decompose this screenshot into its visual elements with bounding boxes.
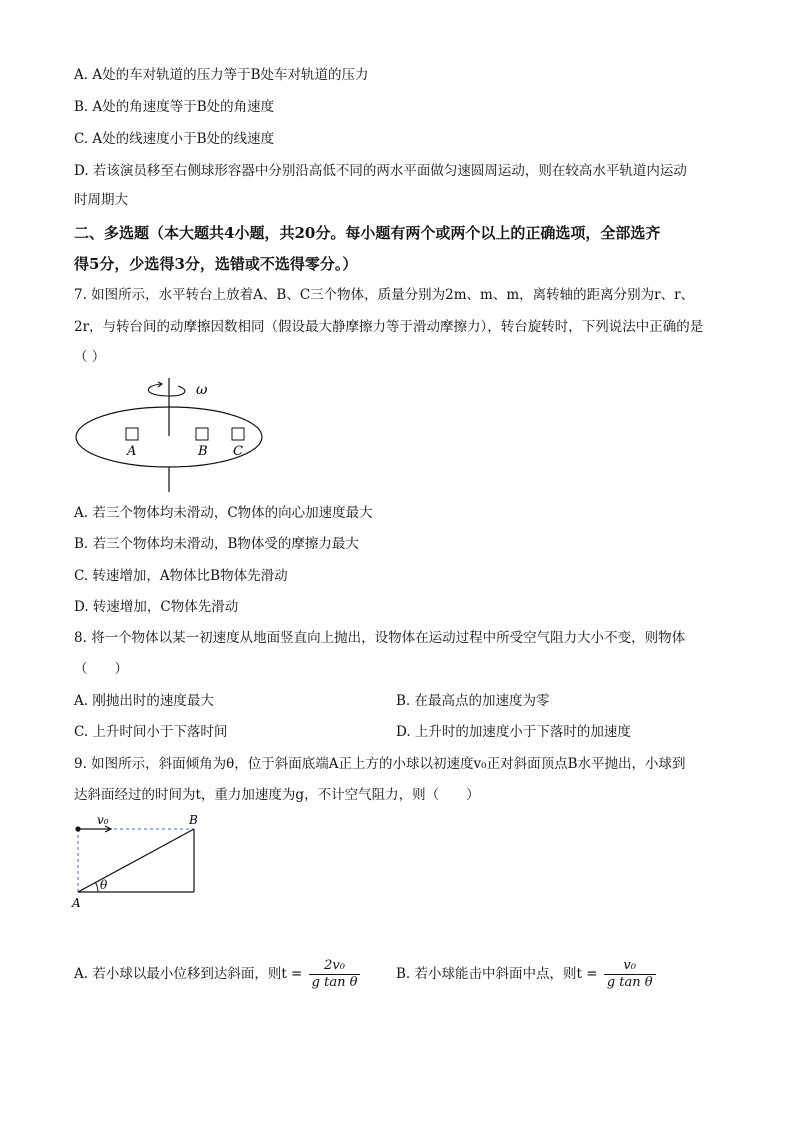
q9-option-a (74, 958, 360, 991)
q7-stem-line1: 7. 如图所示，水平转台上放着A、B、C三个物体，质量分别为2m、m、m，离转轴的距离分别为r、r、 (74, 287, 695, 303)
q9-option-a-numerator: 2v₀ (309, 958, 361, 975)
q7-option-c: C. 转速增加，A物体比B物体先滑动 (74, 568, 288, 584)
section-heading-line1: 二、多选题（本大题共4小题，共20分。每小题有两个或两个以上的正确选项，全部选齐 (74, 224, 661, 242)
omega-label: ω (196, 382, 208, 398)
q6-option-d-line2: 时周期大 (74, 192, 128, 208)
q9-option-b (396, 958, 656, 991)
theta-label: θ (100, 878, 108, 892)
q7-option-d: D. 转速增加，C物体先滑动 (74, 599, 239, 615)
q8-stem-line1: 8. 将一个物体以某一初速度从地面竖直向上抛出，设物体在运动过程中所受空气阻力大小不变，则物体 (74, 630, 686, 646)
q8-option-b: B. 在最高点的加速度为零 (396, 693, 550, 709)
q8-stem-line2: （ ） (74, 661, 128, 677)
label-b: B (189, 813, 198, 827)
q9-option-b-denominator: g tan θ (606, 975, 653, 990)
rotation-arrow (148, 384, 185, 396)
ball (75, 826, 80, 831)
q9-option-b-numerator: v₀ (604, 958, 656, 975)
q9-option-a-fraction (309, 958, 361, 991)
block-b (196, 428, 208, 440)
block-c (232, 428, 244, 440)
angle-arc (96, 883, 98, 892)
q7-stem-line2: 2r，与转台间的动摩擦因数相同（假设最大静摩擦力等于滑动摩擦力），转台旋转时，下列说法中正确的是 (74, 319, 704, 335)
q7-option-b: B. 若三个物体均未滑动，B物体受的摩擦力最大 (74, 536, 359, 552)
label-c: C (233, 444, 243, 459)
q7-stem-line3: （ ） (74, 349, 106, 365)
q8-option-c: C. 上升时间小于下落时间 (74, 724, 228, 740)
q9-stem-line1: 9. 如图所示，斜面倾角为θ，位于斜面底端A正上方的小球以初速度v₀正对斜面顶点B水平抛出，小球到 (74, 756, 686, 772)
block-a (126, 428, 138, 440)
q7-turntable-figure (74, 374, 274, 498)
q9-incline-figure (70, 812, 220, 912)
q9-option-b-text: B. 若小球能击中斜面中点，则t = (396, 966, 598, 982)
q9-option-b-fraction (604, 958, 656, 991)
label-a: A (127, 444, 137, 459)
label-b: B (198, 444, 208, 459)
q9-option-a-text: A. 若小球以最小位移到达斜面，则t = (74, 966, 303, 982)
q9-stem-line2: 达斜面经过的时间为t，重力加速度为g，不计空气阻力，则（ ） (74, 787, 480, 803)
q7-option-a: A. 若三个物体均未滑动，C物体的向心加速度最大 (74, 505, 373, 521)
section-heading-line2: 得5分，少选得3分，选错或不选得零分。） (74, 255, 358, 273)
q8-option-d: D. 上升时的加速度小于下落时的加速度 (396, 724, 631, 740)
q6-option-a: A. A处的车对轨道的压力等于B处车对轨道的压力 (74, 67, 369, 83)
q8-option-a: A. 刚抛出时的速度最大 (74, 693, 214, 709)
incline-slope (78, 829, 194, 892)
label-a: A (72, 896, 81, 910)
q6-option-c: C. A处的线速度小于B处的线速度 (74, 131, 275, 147)
q6-option-d-line1: D. 若该演员移至右侧球形容器中分别沿高低不同的两水平面做匀速圆周运动，则在较高水平轨道内运动 (74, 163, 687, 179)
q6-option-b: B. A处的角速度等于B处的角速度 (74, 99, 275, 115)
v0-label: v₀ (97, 813, 109, 827)
q9-option-a-denominator: g tan θ (311, 975, 358, 990)
